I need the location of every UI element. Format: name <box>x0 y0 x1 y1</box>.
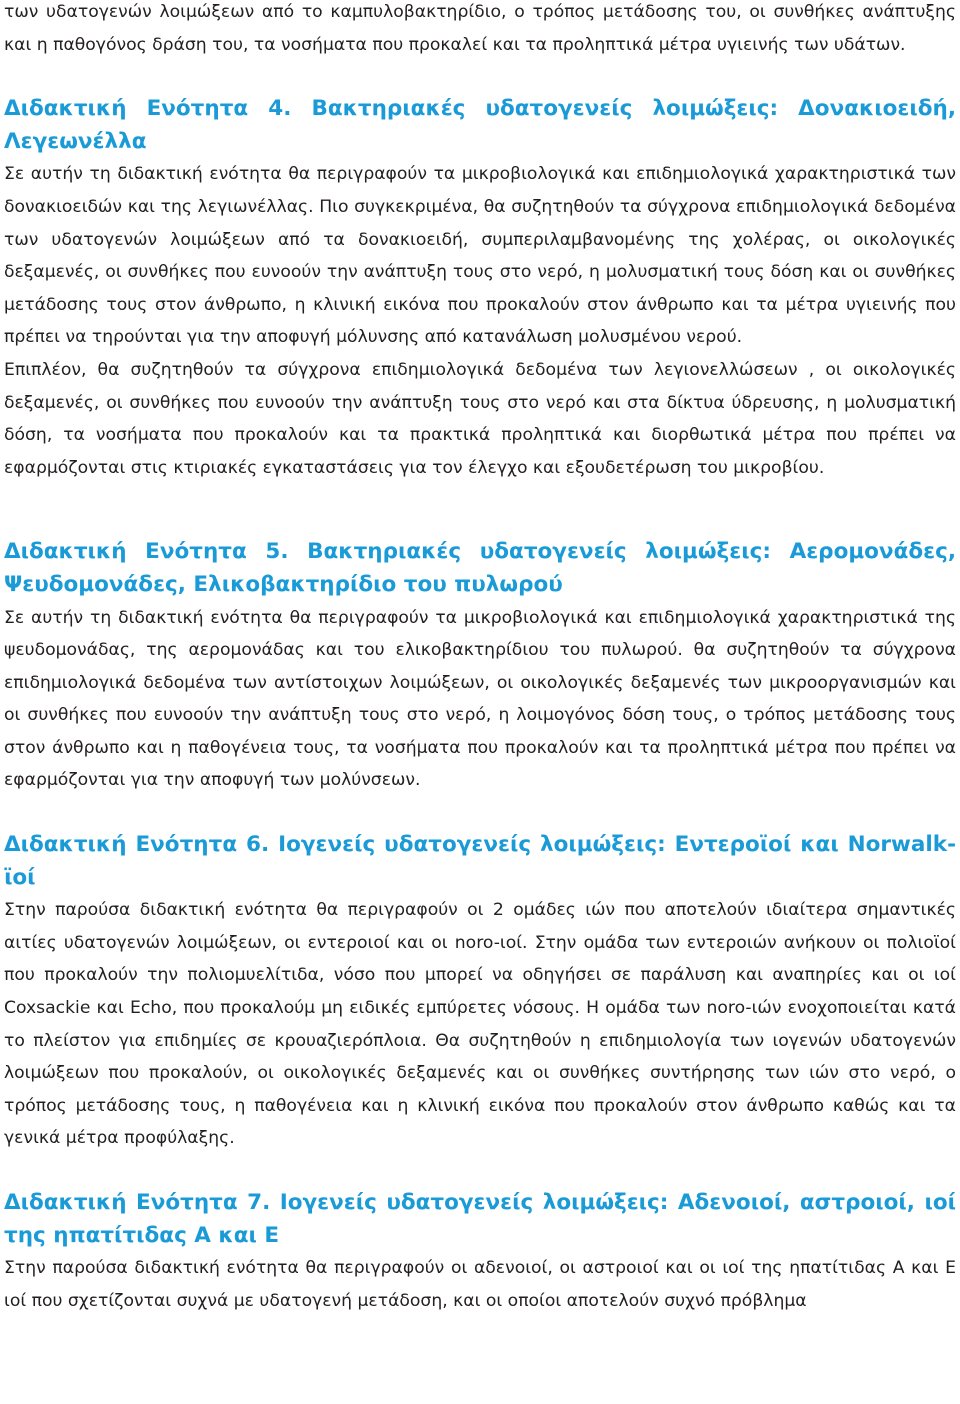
unit-6-section <box>4 829 956 1155</box>
spacer <box>4 797 956 829</box>
unit-5-section <box>4 536 956 797</box>
unit-4-heading: Διδακτική Ενότητα 4. Βακτηριακές υδατογενείς λοιμώξεις: Δονακιοειδή, Λεγεωνέλλα <box>4 96 956 154</box>
unit-4-paragraph-1: Σε αυτήν τη διδακτική ενότητα θα περιγραφούν τα μικροβιολογικά και επιδημιολογικά χαρακτηριστικά των δονακιοειδών και της λεγιωνέλλας. Πιο συγκεκριμένα, θα συζητηθούν τα σύγχρονα επιδημιολογικά δεδομένα των υδατογενών λοιμώξεων από τα δονακιοειδή, συμπεριλαμβανομένης της χολέρας, οι οικολογικές δεξαμενές, οι συνθήκες που ευνοούν την ανάπτυξη τους στο νερό, η μολυσματική τους δόση και οι συνθήκες μετάδοσης τους στον άνθρωπο, η κλινική εικόνα που προκαλούν στον άνθρωπο και τα μέτρα υγιεινής που πρέπει να τηρούνται για την αποφυγή μόλυνσης από κατανάλωση μολυσμένου νερού. <box>4 164 956 348</box>
spacer <box>4 1155 956 1187</box>
unit-5-paragraph-1: Σε αυτήν τη διδακτική ενότητα θα περιγραφούν τα μικροβιολογικά και επιδημιολογικά χαρακτηριστικά της ψευδομονάδας, της αερομονάδας και του ελικοβακτηρίδιου του πυλωρού. θα συζητηθούν τα σύγχρονα επιδημιολογικά δεδομένα των αντίστοιχων λοιμώξεων, οι οικολογικές δεξαμενές των μικροοργανισμών και οι συνθήκες που ευνοούν την ανάπτυξη τους στο νερό, η λοιμογόνος δόση τους, ο τρόπος μετάδοσης τους στον άνθρωπο και η παθογένεια τους, τα νοσήματα που προκαλούν και τα προληπτικά μέτρα που πρέπει να εφαρμόζονται για την αποφυγή των μολύνσεων. <box>4 607 956 791</box>
intro-paragraph: των υδατογενών λοιμώξεων από το καμπυλοβακτηρίδιο, ο τρόπος μετάδοσης του, οι συνθήκες ανάπτυξης και η παθογόνος δράση του, τα νοσήματα που προκαλεί και τα προληπτικά μέτρα υγιεινής των υδάτων. <box>4 2 956 55</box>
spacer <box>4 484 956 536</box>
unit-5-heading: Διδακτική Ενότητα 5. Βακτηριακές υδατογενείς λοιμώξεις: Αερομονάδες, Ψευδομονάδες, Ελικοβακτηρίδιο του πυλωρού <box>4 539 956 597</box>
unit-7-heading: Διδακτική Ενότητα 7. Ιογενείς υδατογενείς λοιμώξεις: Αδενοιοί, αστροιοί, ιοί της ηπατίτιδας Α και Ε <box>4 1190 956 1248</box>
unit-7-section <box>4 1187 956 1317</box>
unit-6-paragraph-1: Στην παρούσα διδακτική ενότητα θα περιγραφούν οι 2 ομάδες ιών που αποτελούν ιδιαίτερα σημαντικές αιτίες υδατογενών λοιμώξεων, οι εντεροιοί και οι noro-ιοί. Στην ομάδα των εντεροιών ανήκουν οι πολιοϊοί που προκαλούν την πολιομυελίτιδα, νόσο που μπορεί να οδηγήσει σε παράλυση και αναπηρίες και οι ιοί Coxsackie και Echo, που προκαλούμ μη ειδικές εμπύρετες νόσους. Η ομάδα των noro-ιών ενοχοποιείται κατά το πλείστον για επιδημίες σε κρουαζιερόπλοια. Θα συζητηθούν η επιδημιολογία των ιογενών υδατογενών λοιμώξεων που προκαλούν, οι οικολογικές δεξαμενές και οι συνθήκες συντήρησης των ιών στο νερό, ο τρόπος μετάδοσης τους, η παθογένεια και η κλινική εικόνα που προκαλούν στον άνθρωπο καθώς και τα γενικά μέτρα προφύλαξης. <box>4 900 956 1149</box>
unit-4-section <box>4 93 956 484</box>
unit-7-paragraph-1: Στην παρούσα διδακτική ενότητα θα περιγραφούν οι αδενοιοί, οι αστροιοί και οι ιοί της ηπατίτιδας Α και Ε ιοί που σχετίζονται συχνά με υδατογενή μετάδοση, και οι οποίοι αποτελούν συχνό πρόβλημα <box>4 1258 956 1311</box>
unit-4-paragraph-2: Επιπλέον, θα συζητηθούν τα σύγχρονα επιδημιολογικά δεδομένα των λεγιονελλώσεων , οι οικολογικές δεξαμενές, οι συνθήκες που ευνοούν την ανάπτυξη τους στο νερό και στα δίκτυα ύδρευσης, η μολυσματική δόση, τα νοσήματα που προκαλούν και τα πρακτικά προληπτικά και διορθωτικά μέτρα που πρέπει να εφαρμόζονται στις κτιριακές εγκαταστάσεις για τον έλεγχο και εξουδετέρωση του μικροβίου. <box>4 359 956 478</box>
spacer <box>4 61 956 93</box>
unit-6-heading: Διδακτική Ενότητα 6. Ιογενείς υδατογενείς λοιμώξεις: Εντεροϊοί και Norwalk-ϊοί <box>4 832 956 890</box>
